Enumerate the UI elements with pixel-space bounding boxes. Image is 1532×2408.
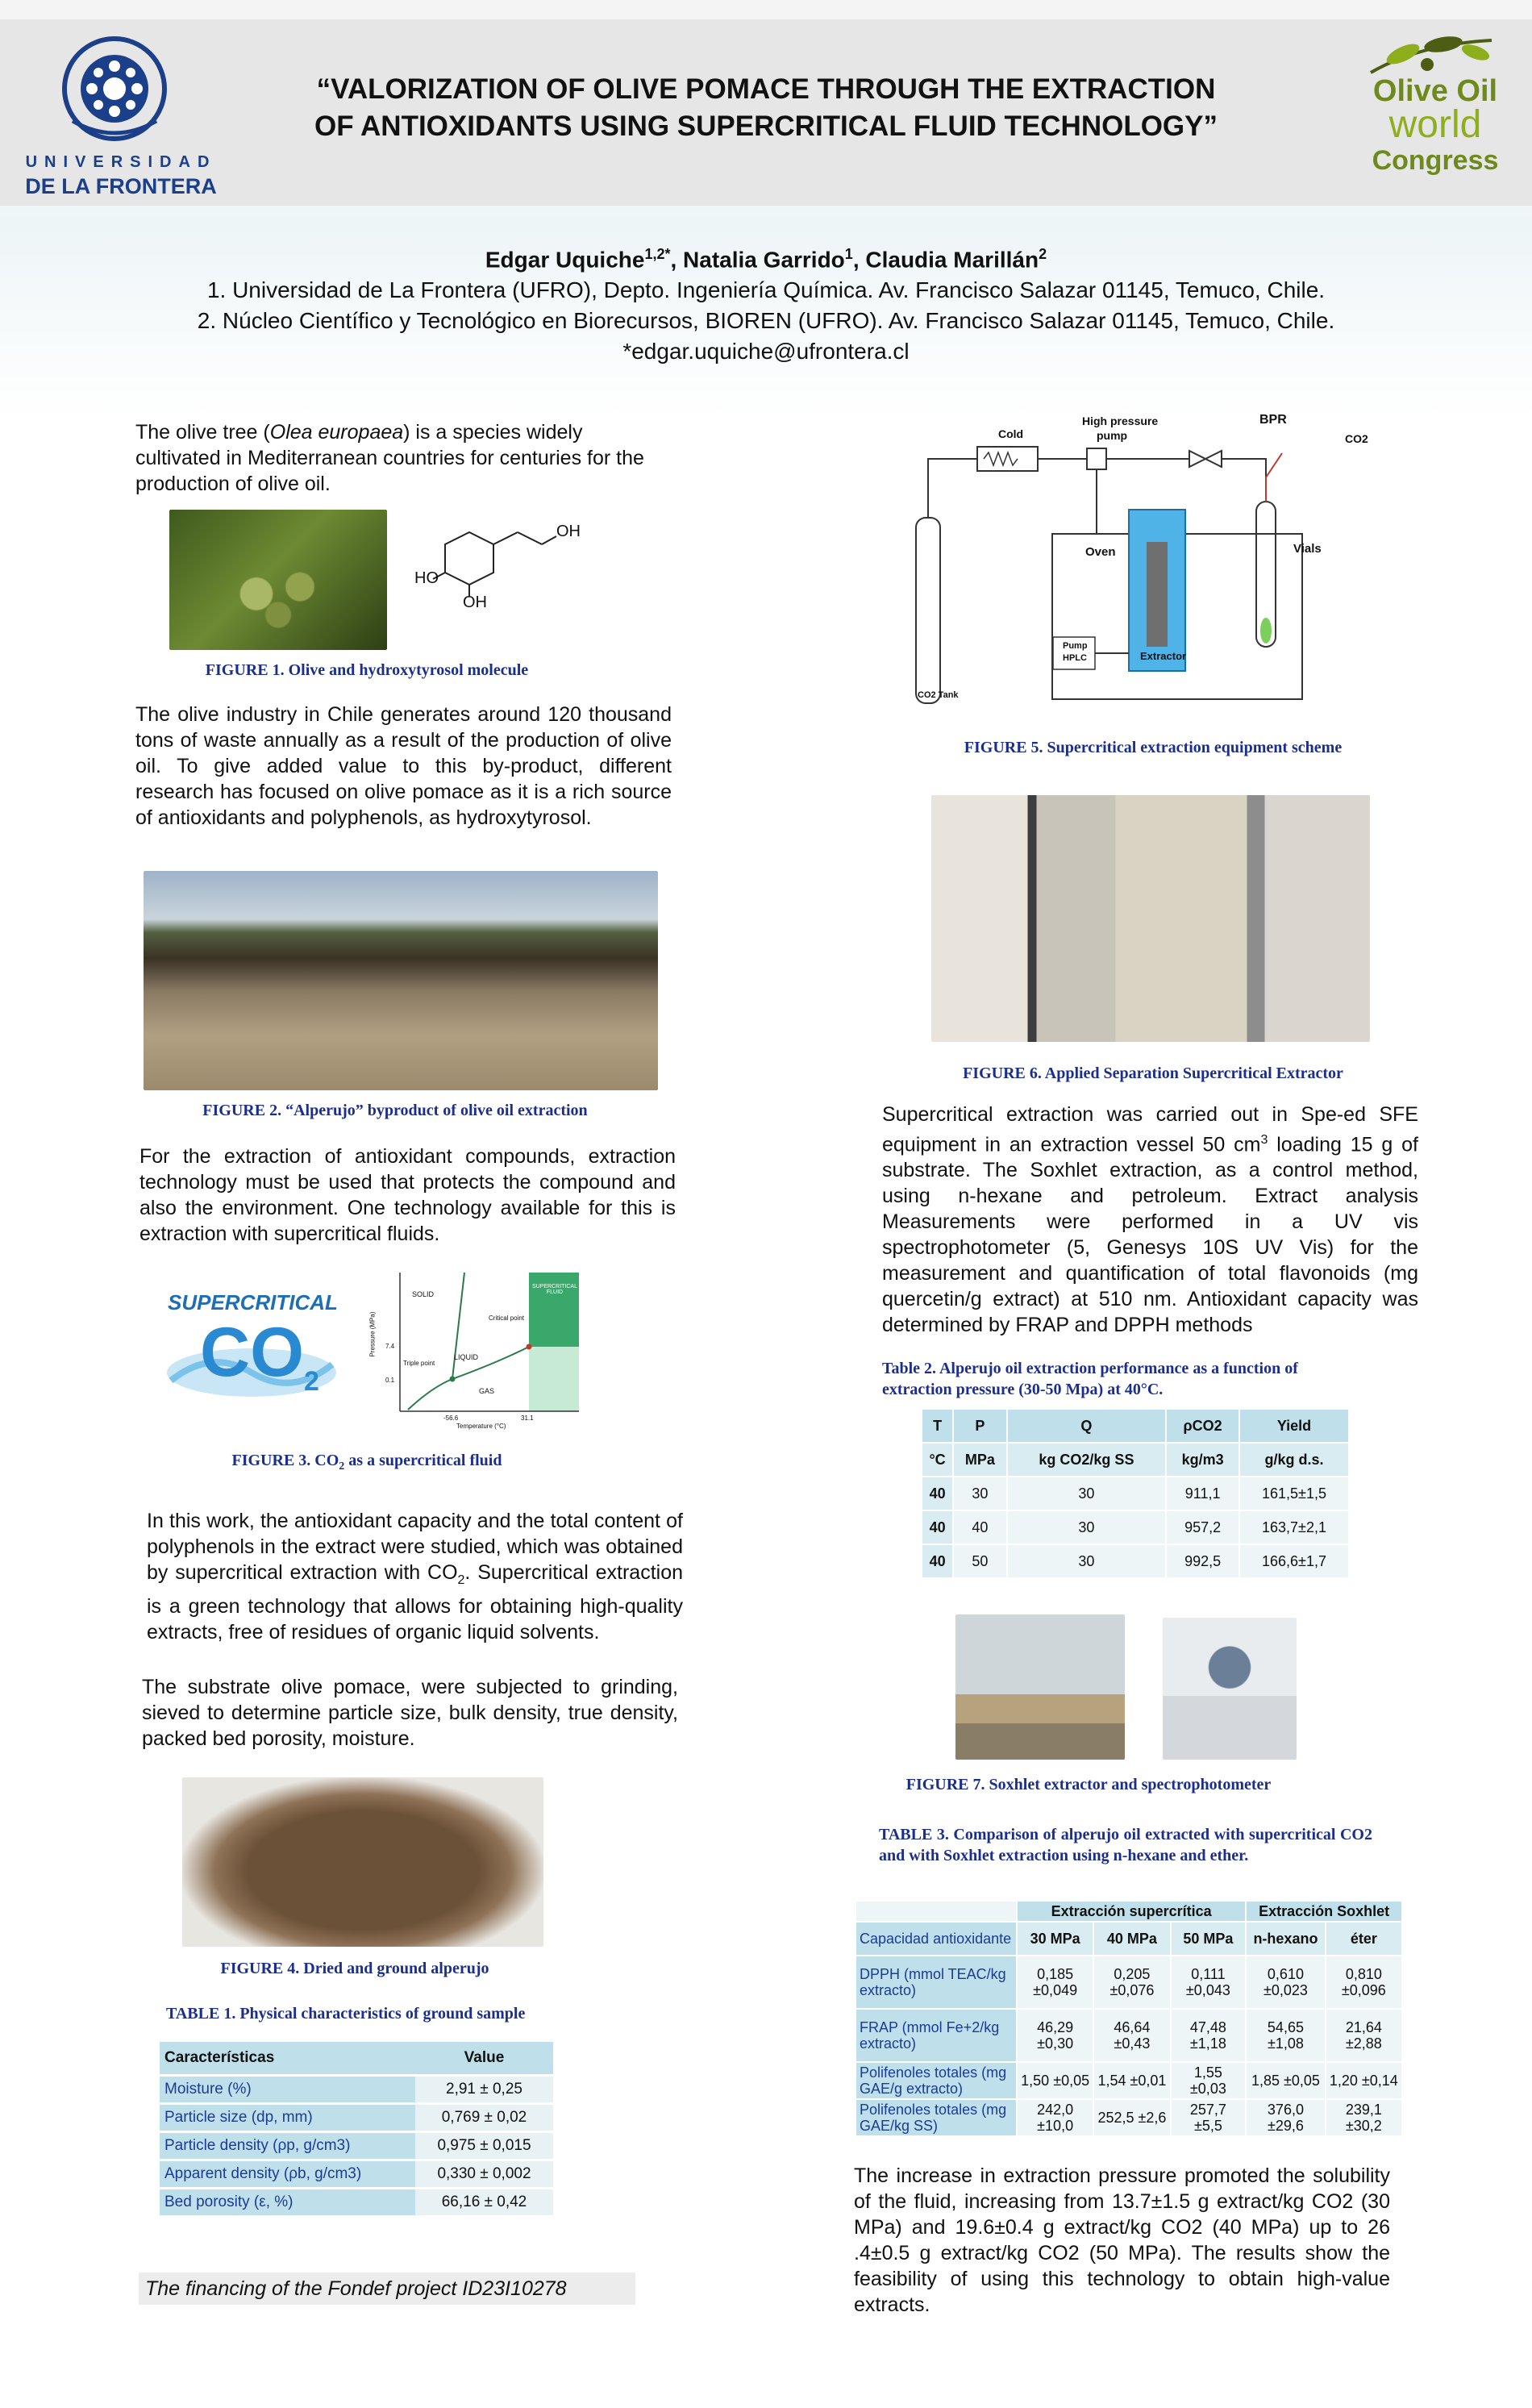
group-supercritical: Extracción supercrítica xyxy=(1017,1901,1246,1922)
table-2-units: °C MPa kg CO2/kg SS kg/m3 g/kg d.s. xyxy=(922,1443,1349,1477)
extractor-photo xyxy=(931,795,1370,1042)
figure-1-caption: FIGURE 1. Olive and hydroxytyrosol molecule xyxy=(205,661,529,679)
author-1-aff: 1,2* xyxy=(644,246,671,262)
scheme-oven-label: Oven xyxy=(1085,545,1116,559)
author-2: , Natalia Garrido xyxy=(670,247,845,273)
header-top-strip xyxy=(0,0,1532,19)
figure-7-caption: FIGURE 7. Soxhlet extractor and spectrophotometer xyxy=(905,1776,1272,1794)
oowc-line2: world xyxy=(1388,103,1482,146)
sc-logo-co: $CO_2$ xyxy=(200,1314,319,1398)
scheme-hplc-label: HPLC xyxy=(1063,653,1087,663)
scheme-bpr-label: BPR xyxy=(1259,413,1287,427)
table-row: 40 50 30 992,5 166,6±1,7 xyxy=(922,1544,1349,1578)
scheme-hp-label: High pressure xyxy=(1082,415,1159,427)
authors-block xyxy=(0,239,1532,367)
figure-4-caption: FIGURE 4. Dried and ground alperujo xyxy=(220,1960,489,1977)
ufro-logo-line1: UNIVERSIDAD xyxy=(25,153,217,171)
scheme-cold-label: Cold xyxy=(998,427,1024,440)
sc-logo-word: SUPERCRITICAL xyxy=(168,1290,338,1314)
table-1 xyxy=(160,2042,553,2218)
figure-3-caption: FIGURE 3. $CO_2$ as a supercritical fluid xyxy=(231,1452,502,1473)
phase-ytick-2: 0.1 xyxy=(385,1377,395,1384)
phase-solid-label: SOLID xyxy=(412,1290,435,1298)
ground-alperujo-photo xyxy=(182,1777,543,1947)
phase-liquid-label: LIQUID xyxy=(454,1353,479,1361)
scheme-co2-label: CO2 xyxy=(1345,432,1368,445)
table-row: FRAP (mmol Fe+2/kg extracto) 46,29 ±0,30 46,64 ±0,43 47,48 ±1,18 54,65 ±1,08 21,64 ±2,88 xyxy=(856,2009,1402,2062)
scheme-pump-label: Pump xyxy=(1063,641,1088,651)
soxhlet-photo xyxy=(955,1614,1125,1760)
table-row: Particle size (dp, mm) 0,769 ± 0,02 xyxy=(160,2104,553,2132)
table-2-title: Table 2. Alperujo oil extraction performance as a function of extraction pressure (30-50 Mpa) at 40°C. xyxy=(882,1360,1298,1398)
oowc-logo xyxy=(1355,28,1516,190)
phase-xlabel: Temperature (°C) xyxy=(456,1423,506,1430)
figure-2-caption: FIGURE 2. “Alperujo” byproduct of olive oil extraction xyxy=(202,1102,588,1119)
scheme-vials-label: Vials xyxy=(1293,542,1322,556)
table-2-header: T P Q ρCO2 Yield xyxy=(922,1409,1349,1443)
alperujo-photo xyxy=(144,871,658,1090)
olive-photo xyxy=(169,510,387,650)
co2-phase-diagram xyxy=(368,1266,585,1435)
results-paragraph: The increase in extraction pressure promoted the solubility of the fluid, increasing from 13.7±1.5 g extract/kg CO2 (30 MPa) and 19.6±0.4 g extract/kg CO2 (40 MPa) up to 26 .4±0.5 g extract/kg CO2 (50 MPa). The results show the feasibility of using this technology to obtain high-value extracts. xyxy=(854,2164,1390,2316)
table-row: 40 30 30 911,1 161,5±1,5 xyxy=(922,1477,1349,1510)
intro-paragraph: The olive tree (Olea europaea) is a species widely cultivated in Mediterranean countries for centuries for the production of olive oil.I AND OBJECTIVES xyxy=(135,421,644,495)
extraction-paragraph: For the extraction of antioxidant compounds, extraction technology must be used that protects the compound and also the environment. One technology available for this is extraction with supercritical fluids. xyxy=(139,1145,676,1245)
oowc-line1: Olive Oil xyxy=(1372,74,1498,108)
phase-xtick-1: -56.6 xyxy=(443,1414,459,1422)
table-3-subheader: Capacidad antioxidante 30 MPa 40 MPa 50 MPa n-hexano éter xyxy=(856,1922,1402,1956)
poster-title xyxy=(242,71,1290,145)
table-1-title: TABLE 1. Physical characteristics of ground sample xyxy=(166,2005,526,2023)
phase-ytick-1: 7.4 xyxy=(385,1343,395,1350)
species-name: Olea europaea xyxy=(269,421,404,444)
scheme-hp-label-2: pump xyxy=(1097,429,1128,442)
substrate-paragraph: The substrate olive pomace, were subjected to grinding, sieved to determine particle size, bulk density, true density, packed bed porosity, moisture. xyxy=(142,1676,678,1750)
phase-xtick-2: 31.1 xyxy=(521,1414,534,1422)
author-3: , Claudia Marillán xyxy=(852,247,1039,273)
industry-paragraph: The olive industry in Chile generates around 120 thousand tons of waste annually as a result of the production of olive oil. To give added value to this by-product, different research has focused on olive pomace as it is a rich source of antioxidants and polyphenols, as hydroxytyrosol. xyxy=(135,703,672,829)
author-1: Edgar Uquiche xyxy=(485,247,645,273)
table-row: Moisture (%) 2,91 ± 0,25 xyxy=(160,2076,553,2104)
affiliation-2: 2. Núcleo Científico y Tecnológico en Biorecursos, BIOREN (UFRO). Av. Francisco Salazar 01145, Temuco, Chile. xyxy=(197,308,1335,334)
ufro-logo-line2: DE LA FRONTERA xyxy=(25,174,217,198)
table-row: Apparent density (ρb, g/cm3) 0,330 ± 0,002 xyxy=(160,2160,553,2189)
scheme-tank-label: CO2 Tank xyxy=(918,690,959,700)
title-line-1: “VALORIZATION OF OLIVE POMACE THROUGH THE EXTRACTION xyxy=(316,73,1216,105)
ghost-heading: I AND OBJECTIVES xyxy=(330,473,514,495)
triple-point-label: Triple point xyxy=(403,1360,435,1367)
methods-paragraph: Supercritical extraction was carried out in Spe-ed SFE equipment in an extraction vessel 50 $cm^3$ loading 15 g of substrate. The Soxhlet extraction, as a control method, using n-hexane and petroleum. Extract analysis Measurements were performed in a UV vis spectrophotometer (5, Genesys 10S UV Vis) for the measurement and quantification of total flavonoids (mg quercetin/g extract) at 510 nm. Antioxidant capacity was determined by FRAP and DPPH methods xyxy=(882,1103,1418,1337)
table-3 xyxy=(855,1900,1403,2137)
title-line-2: OF ANTIOXIDANTS USING SUPERCRITICAL FLUID TECHNOLOGY” xyxy=(314,110,1218,142)
critical-point-label: Critical point xyxy=(489,1314,525,1322)
table-row: Particle density (ρp, g/cm3) 0,975 ± 0,015 xyxy=(160,2132,553,2160)
figure-6-caption: FIGURE 6. Applied Separation Supercritical Extractor xyxy=(963,1064,1343,1082)
spectrophotometer-photo xyxy=(1163,1618,1297,1760)
supercritical-fluid-label: SUPERCRITICAL FLUID xyxy=(531,1284,577,1295)
scheme-extractor-label: Extractor xyxy=(1140,650,1187,662)
oowc-line3: Congress xyxy=(1372,145,1499,176)
author-3-aff: 2 xyxy=(1039,246,1047,262)
ufro-seal-icon xyxy=(24,32,218,161)
table-1-header: Características Value xyxy=(160,2042,553,2076)
table-3-title: TABLE 3. Comparison of alperujo oil extracted with supercritical CO2 and with Soxhlet extraction using n-hexane and ether. xyxy=(879,1826,1372,1864)
author-names xyxy=(0,239,1532,275)
supercritical-co2-logo xyxy=(163,1284,340,1406)
table-row: Bed porosity (ε, %) 66,16 ± 0,42 xyxy=(160,2189,553,2217)
molecule-ho: HO xyxy=(414,569,439,587)
table-row: 40 40 30 957,2 163,7±2,1 xyxy=(922,1510,1349,1544)
table-row: Polifenoles totales (mg GAE/kg SS) 242,0 ±10,0 252,5 ±2,6 257,7 ±5,5 376,0 ±29,6 239,1 ±30,2 xyxy=(856,2099,1402,2136)
funding-note: The financing of the Fondef project ID23I10278 xyxy=(139,2273,635,2305)
figure-5-caption: FIGURE 5. Supercritical extraction equipment scheme xyxy=(964,739,1343,756)
molecule-oh-bottom: OH xyxy=(463,594,487,611)
work-paragraph: In this work, the antioxidant capacity and the total content of polyphenols in the extract were studied, which was obtained by supercritical extraction with $CO_2$. Supercritical extraction is a green technology that allows for obtaining high-quality extracts, free of residues of organic liquid solvents. xyxy=(147,1510,683,1644)
author-2-aff: 1 xyxy=(844,246,853,262)
group-soxhlet: Extracción Soxhlet xyxy=(1246,1901,1402,1922)
table-2 xyxy=(921,1408,1350,1579)
hydroxytyrosol-molecule xyxy=(413,516,582,613)
table-3-group-header xyxy=(856,1901,1402,1922)
affiliation-1: 1. Universidad de La Frontera (UFRO), Depto. Ingeniería Química. Av. Francisco Salazar 01145, Temuco, Chile. xyxy=(206,277,1326,303)
phase-ylabel: Pressure (MPa) xyxy=(368,1311,377,1357)
ufro-logo xyxy=(24,32,218,202)
phase-gas-label: GAS xyxy=(479,1387,495,1395)
molecule-oh-top: OH xyxy=(556,523,581,540)
contact-email[interactable]: *edgar.uquiche@ufrontera.cl xyxy=(622,339,910,365)
equipment-scheme xyxy=(911,413,1379,708)
extraction-scheme-diagram xyxy=(911,413,1379,708)
table-row: Polifenoles totales (mg GAE/g extracto) 1,50 ±0,05 1,54 ±0,01 1,55 ±0,03 1,85 ±0,05 1,20 ±0,14 xyxy=(856,2062,1402,2099)
table-row: DPPH (mmol TEAC/kg extracto) 0,185 ±0,049 0,205 ±0,076 0,111 ±0,043 0,610 ±0,023 0,810 ±0,096 xyxy=(856,1956,1402,2009)
